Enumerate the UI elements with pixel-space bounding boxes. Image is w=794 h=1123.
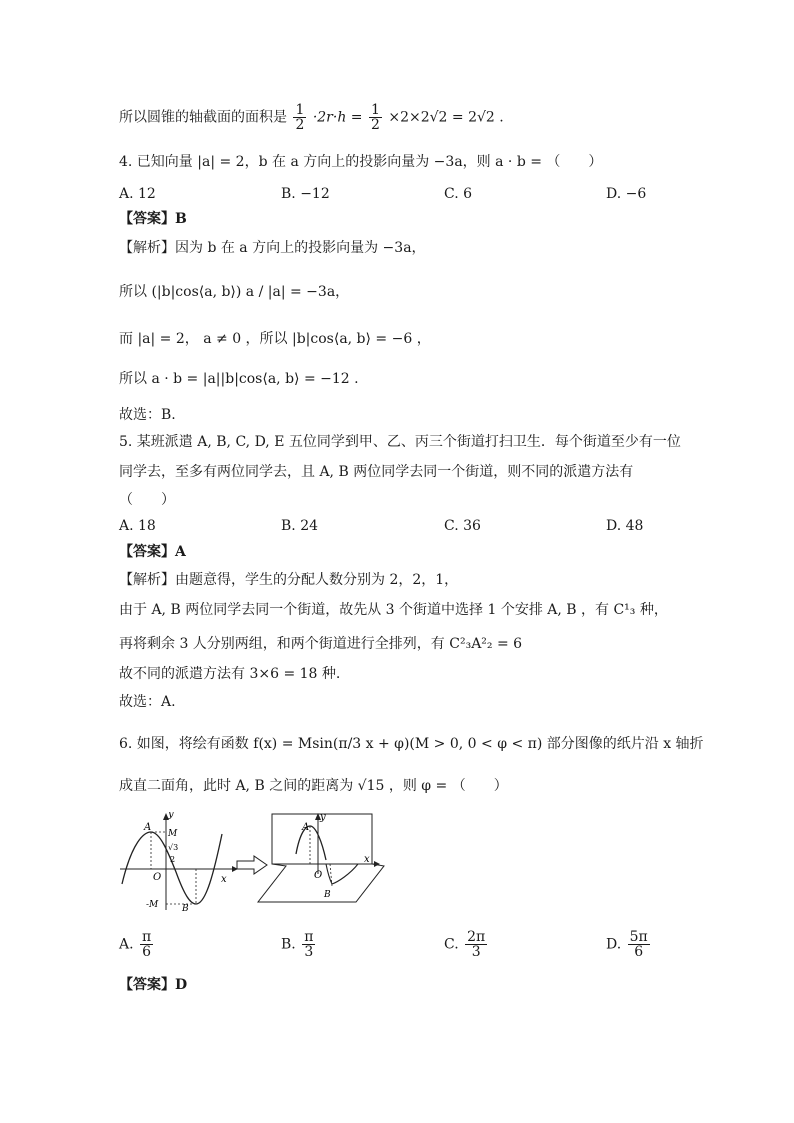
q4-analysis-3: 而 |a| = 2， a ≠ 0 ，所以 |b|cos⟨a, b⟩ = −6 ， — [119, 331, 431, 347]
label-sqrt3: √3 — [168, 843, 179, 852]
fold-axis-arrow — [374, 861, 380, 867]
q5-analysis-5: 故选：A. — [119, 694, 176, 710]
label-b: B — [182, 904, 189, 912]
frac-numerator: 1 — [295, 102, 305, 118]
frac-denominator: 3 — [304, 944, 314, 960]
frac-denominator: 6 — [634, 944, 644, 960]
label-y: y — [168, 812, 174, 820]
cone-area-line — [119, 103, 504, 132]
label-o: O — [153, 872, 162, 883]
q5-option-c: C. 36 — [444, 518, 481, 534]
frac-denominator: 2 — [370, 117, 380, 133]
option-fraction — [465, 930, 487, 959]
label-m: M — [168, 829, 178, 839]
option-letter: D. — [606, 936, 622, 953]
q4-option-b: B. −12 — [281, 186, 330, 202]
option-letter: B. — [281, 936, 296, 953]
frac-numerator: 5π — [629, 929, 648, 945]
q5-option-d: D. 48 — [606, 518, 644, 534]
q4-analysis-1: 【解析】因为 b 在 a 方向上的投影向量为 −3a， — [119, 240, 426, 256]
q5-option-a: A. 18 — [119, 518, 156, 534]
q5-analysis-3: 再将剩余 3 人分别两组，和两个街道进行全排列，有 C²₃A²₂ = 6 — [119, 636, 523, 652]
q6-option-c — [444, 930, 489, 959]
label-a: A — [144, 822, 152, 833]
q5-stem-line-2: 同学去，至多有两位同学去，且 A, B 两位同学去同一个街道，则不同的派遣方法有 — [119, 464, 634, 480]
q5-analysis-1: 【解析】由题意得，学生的分配人数分别为 2，2，1， — [119, 572, 459, 588]
q6-stem-line-1: 6. 如图，将绘有函数 f(x) = Msin(π/3 x + φ)(M > 0, 0 < φ < π) 部分图像的纸片沿 x 轴折 — [119, 736, 704, 752]
cone-area-tail: ×2×2√2 = 2√2 . — [388, 109, 504, 126]
label-x: x — [221, 874, 227, 885]
label-y-folded: y — [320, 812, 326, 823]
option-letter: A. — [119, 936, 134, 953]
option-fraction — [302, 930, 315, 959]
q6-stem-line-2: 成直二面角，此时 A, B 之间的距离为 √15 ，则 φ = （ ） — [119, 778, 508, 794]
option-letter: C. — [444, 936, 459, 953]
lower-curve — [326, 864, 358, 884]
folded-dihedral-figure — [256, 812, 388, 912]
q6-answer: 【答案】D — [119, 977, 188, 993]
q5-stem-line-3: （ ） — [119, 492, 175, 508]
option-fraction — [140, 930, 153, 959]
q4-option-d: D. −6 — [606, 186, 647, 202]
q4-option-a: A. 12 — [119, 186, 156, 202]
label-neg-m: -M — [146, 900, 159, 910]
fraction-half-1 — [293, 103, 306, 132]
q6-option-a — [119, 930, 155, 959]
frac-denominator: 2 — [295, 117, 305, 133]
q4-analysis-4: 所以 a · b = |a||b|cos⟨a, b⟩ = −12 . — [119, 371, 359, 387]
frac-numerator: 1 — [370, 102, 380, 118]
frac-numerator: π — [142, 929, 152, 945]
label-a-folded: A — [302, 822, 310, 833]
q6-option-d — [606, 930, 652, 959]
q4-analysis-5: 故选：B. — [119, 407, 176, 423]
q4-answer: 【答案】B — [119, 211, 187, 227]
label-two: 2 — [170, 855, 176, 864]
q4-analysis-2: 所以 (|b|cos⟨a, b⟩) a / |a| = −3a， — [119, 284, 350, 300]
fraction-half-2 — [369, 103, 382, 132]
label-x-folded: x — [364, 854, 370, 865]
label-b-folded: B — [324, 890, 331, 900]
cone-area-mid: ·2r·h = — [312, 109, 363, 126]
q4-stem: 4. 已知向量 |a| = 2，b 在 a 方向上的投影向量为 −3a，则 a · b = （ ） — [119, 154, 603, 170]
label-o-folded: O — [314, 870, 323, 881]
frac-numerator: 2π — [467, 929, 486, 945]
frac-denominator: 3 — [471, 944, 481, 960]
q6-option-b — [281, 930, 317, 959]
q5-stem-line-1: 5. 某班派遣 A, B, C, D, E 五位同学到甲、乙、丙三个街道打扫卫生．每个街道至少有一位 — [119, 434, 681, 450]
upper-curve — [296, 826, 326, 860]
cone-area-prefix: 所以圆锥的轴截面的面积是 — [119, 109, 287, 126]
q5-analysis-4: 故不同的派遣方法有 3×6 = 18 种. — [119, 666, 341, 682]
frac-denominator: 6 — [142, 944, 152, 960]
q5-option-b: B. 24 — [281, 518, 319, 534]
q5-analysis-2: 由于 A, B 两位同学去同一个街道，故先从 3 个街道中选择 1 个安排 A, B ，有 C¹₃ 种， — [119, 602, 668, 618]
q5-answer: 【答案】A — [119, 544, 186, 560]
sine-graph-figure — [118, 812, 238, 912]
frac-numerator: π — [304, 929, 314, 945]
q4-option-c: C. 6 — [444, 186, 473, 202]
option-fraction — [628, 930, 650, 959]
